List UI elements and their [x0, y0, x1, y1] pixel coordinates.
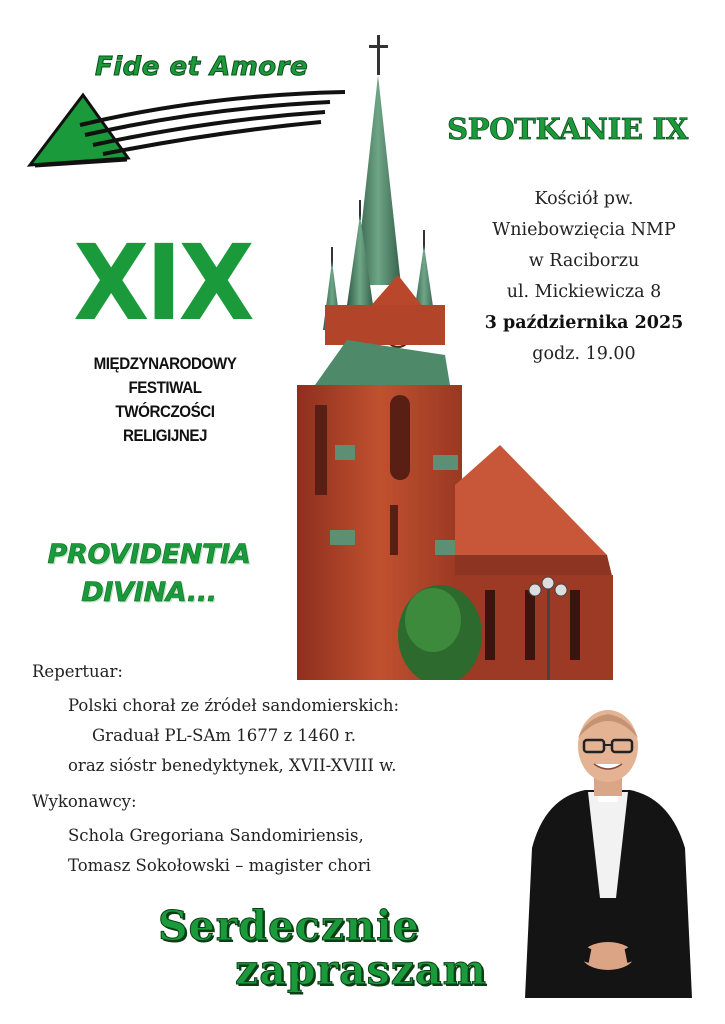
repertoire-line: oraz sióstr benedyktynek, XVII-XVIII w. — [68, 756, 397, 775]
invite-line-1: Serdecznie — [158, 902, 420, 950]
performer-line: Schola Gregoriana Sandomiriensis, — [68, 826, 364, 845]
performers-label: Wykonawcy: — [32, 792, 137, 811]
meeting-title: SPOTKANIE IX — [447, 112, 688, 146]
logo-text: Fide et Amore — [95, 52, 309, 82]
performer-line: Tomasz Sokołowski – magister chori — [68, 856, 371, 875]
theme-line: DIVINA... — [81, 577, 217, 608]
person-photo — [520, 708, 695, 998]
venue-line: Wniebowzięcia NMP — [492, 220, 676, 240]
venue-info — [450, 184, 718, 370]
venue-line: w Raciborzu — [528, 251, 640, 271]
festival-line: TWÓRCZOŚCI — [115, 403, 215, 421]
invite-line-2: zapraszam — [235, 946, 487, 994]
festival-number: XIX — [73, 222, 251, 344]
festival-name — [50, 352, 280, 448]
festival-line: FESTIWAL — [128, 379, 202, 397]
theme-title — [20, 536, 278, 612]
venue-line: Kościół pw. — [534, 189, 634, 209]
repertoire-label: Repertuar: — [32, 662, 123, 681]
festival-line: MIĘDZYNARODOWY — [93, 355, 237, 373]
theme-line: PROVIDENTIA — [47, 539, 251, 570]
venue-line: ul. Mickiewicza 8 — [506, 282, 662, 302]
event-date: 3 października 2025 — [484, 313, 684, 333]
repertoire-line: Graduał PL-SAm 1677 z 1460 r. — [92, 726, 356, 745]
event-time: godz. 19.00 — [532, 344, 636, 364]
festival-line: RELIGIJNEJ — [123, 427, 207, 445]
repertoire-line: Polski chorał ze źródeł sandomierskich: — [68, 696, 400, 715]
